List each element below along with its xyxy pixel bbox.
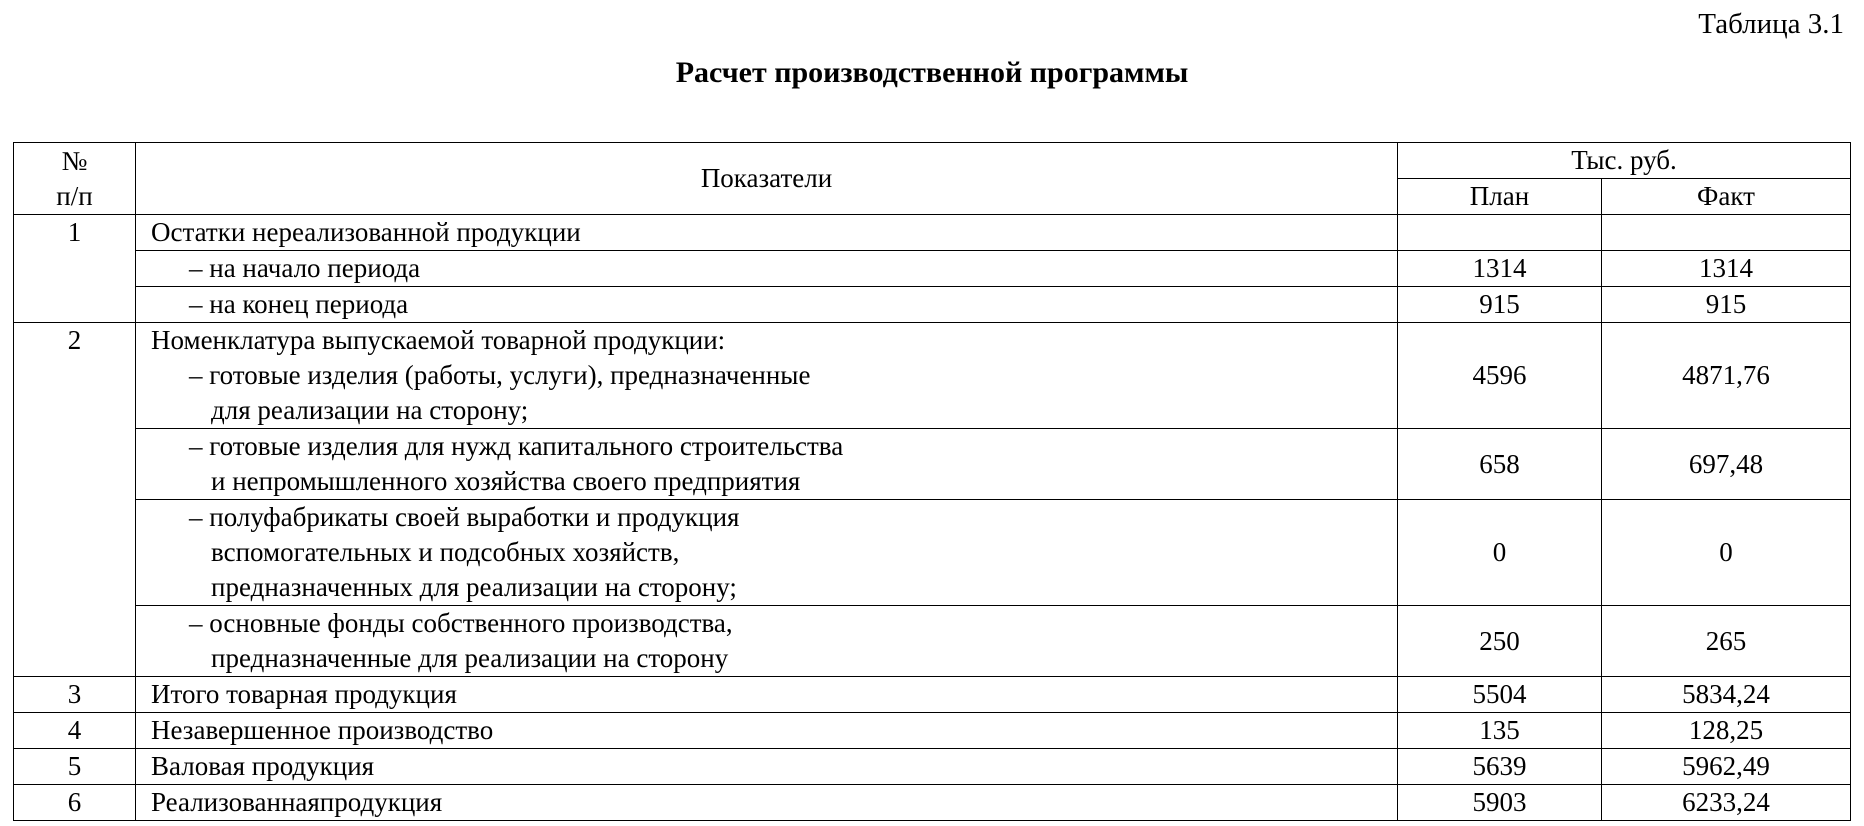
row-num: 6: [14, 785, 136, 821]
row-indicator-line: для реализации на сторону;: [211, 395, 529, 425]
row-fact: 1314: [1602, 251, 1851, 287]
row-fact: 5962,49: [1602, 749, 1851, 785]
row-plan: 915: [1398, 287, 1602, 323]
table-row: [14, 251, 1851, 287]
row-indicator: Реализованнаяпродукция: [136, 785, 1398, 821]
header-units: Тыс. руб.: [1398, 143, 1851, 179]
row-indicator-line: – основные фонды собственного производства,: [189, 608, 733, 638]
row-fact: 265: [1602, 606, 1851, 677]
row-num: 5: [14, 749, 136, 785]
row-num: 2: [14, 323, 136, 677]
row-plan: 5639: [1398, 749, 1602, 785]
row-indicator: [136, 287, 1398, 323]
row-indicator-line: – на конец периода: [189, 289, 409, 319]
row-fact: 0: [1602, 500, 1851, 606]
page-title: Расчет производственной программы: [675, 56, 1189, 89]
row-fact: 4871,76: [1602, 323, 1851, 429]
row-indicator: Итого товарная продукция: [136, 677, 1398, 713]
row-fact: 128,25: [1602, 713, 1851, 749]
production-program-table: [13, 142, 1851, 821]
row-plan: 135: [1398, 713, 1602, 749]
header-indicators: Показатели: [136, 143, 1398, 215]
header-fact: Факт: [1602, 179, 1851, 215]
row-num: 4: [14, 713, 136, 749]
row-plan: 5504: [1398, 677, 1602, 713]
table-row: [14, 713, 1851, 749]
table-row: [14, 215, 1851, 251]
row-plan: 0: [1398, 500, 1602, 606]
row-indicator: Валовая продукция: [136, 749, 1398, 785]
table-row: [14, 749, 1851, 785]
header-plan: План: [1398, 179, 1602, 215]
row-plan: 1314: [1398, 251, 1602, 287]
row-plan: 5903: [1398, 785, 1602, 821]
table-row: [14, 606, 1851, 677]
row-plan: 658: [1398, 429, 1602, 500]
table-row: [14, 429, 1851, 500]
row-plan: 4596: [1398, 323, 1602, 429]
table-row: [14, 323, 1851, 429]
row-plan: 250: [1398, 606, 1602, 677]
row-fact: 915: [1602, 287, 1851, 323]
row-indicator-line: предназначенные для реализации на сторону: [211, 643, 729, 673]
row-indicator: [136, 500, 1398, 606]
row-indicator: [136, 323, 1398, 429]
row-indicator-line: предназначенных для реализации на сторону;: [211, 572, 737, 602]
row-indicator: Незавершенное производство: [136, 713, 1398, 749]
row-indicator: Остатки нереализованной продукции: [136, 215, 1398, 251]
header-num: [14, 143, 136, 215]
row-fact: 697,48: [1602, 429, 1851, 500]
row-indicator-line: и непромышленного хозяйства своего предприятия: [211, 466, 801, 496]
row-fact: 6233,24: [1602, 785, 1851, 821]
row-indicator: [136, 429, 1398, 500]
header-num-line2: п/п: [56, 180, 93, 211]
row-fact: 5834,24: [1602, 677, 1851, 713]
table-row: [14, 287, 1851, 323]
row-indicator-line: – на начало периода: [189, 253, 421, 283]
row-indicator-line: – полуфабрикаты своей выработки и продукция: [189, 502, 740, 532]
row-indicator-line: – готовые изделия для нужд капитального строительства: [189, 431, 844, 461]
table-row: [14, 677, 1851, 713]
row-indicator: [136, 606, 1398, 677]
row-indicator-line: вспомогательных и подсобных хозяйств,: [211, 537, 680, 567]
row-plan: [1398, 215, 1602, 251]
row-fact: [1602, 215, 1851, 251]
table-number-label: Таблица 3.1: [1698, 8, 1844, 40]
row-indicator: [136, 251, 1398, 287]
row-indicator-line: – готовые изделия (работы, услуги), предназначенные: [189, 360, 811, 390]
table-row: [14, 500, 1851, 606]
table-row: [14, 785, 1851, 821]
row-indicator-line: Номенклатура выпускаемой товарной продукции:: [151, 325, 726, 355]
header-num-line1: №: [61, 145, 88, 176]
row-num: 3: [14, 677, 136, 713]
row-num: 1: [14, 215, 136, 323]
